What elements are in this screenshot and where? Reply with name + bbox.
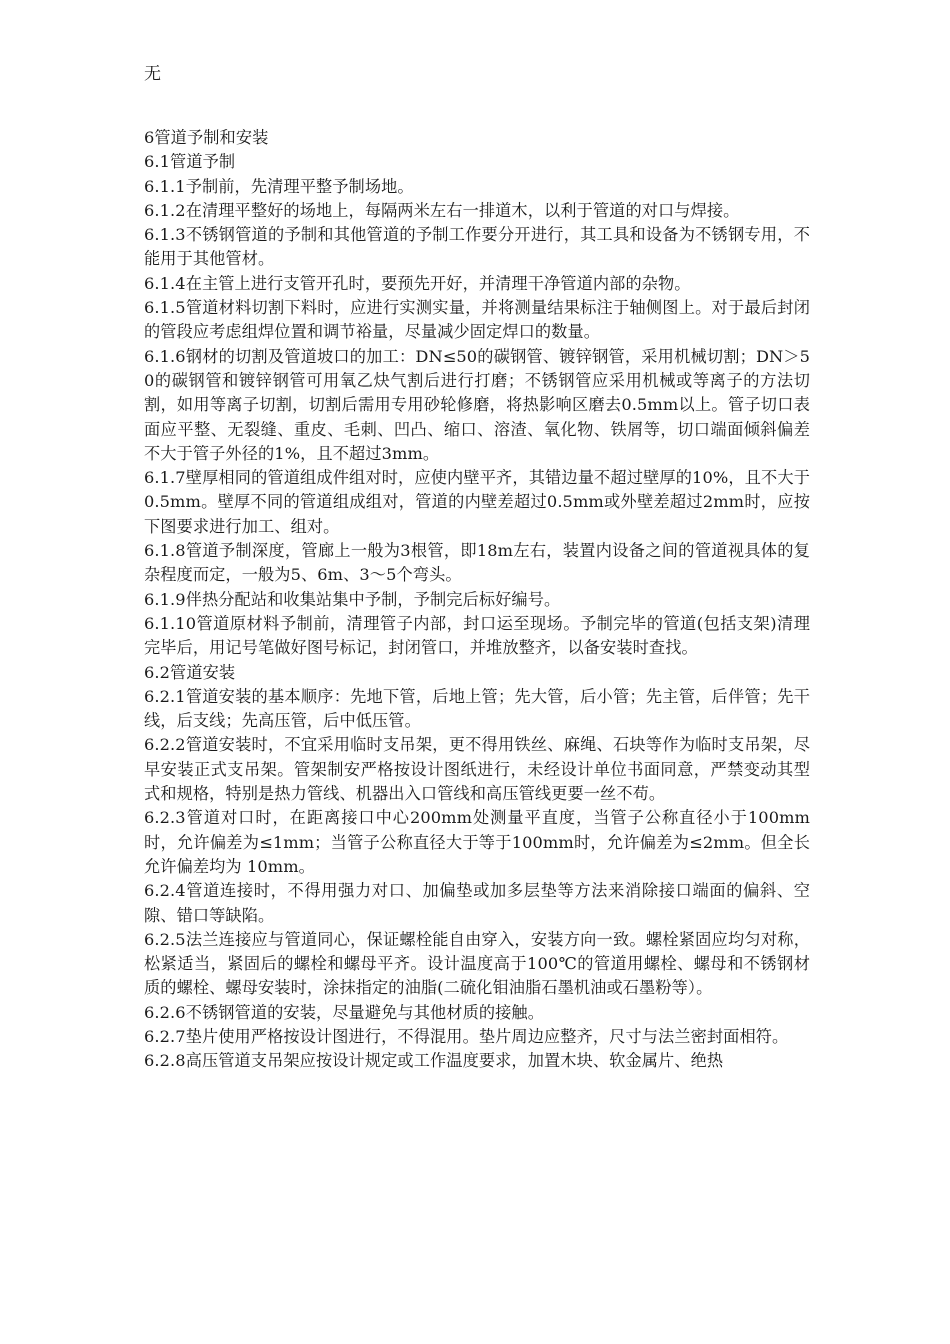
section-heading: 6管道予制和安装 (144, 128, 269, 147)
paragraph: 6.1.1予制前，先清理平整予制场地。 (144, 176, 414, 196)
paragraph: 6.1.7壁厚相同的管道组成件组对时，应使内壁平齐，其错边量不超过壁厚的10%，且不大于0.5mm。壁厚不同的管道组成组对，管道的内壁差超过0.5mm或外壁差超过2mm时，应按下图要求进行加工、组对。 (144, 468, 810, 536)
paragraph: 6.1.3不锈钢管道的予制和其他管道的予制工作要分开进行，其工具和设备为不锈钢专用，不能用于其他管材。 (144, 225, 810, 269)
paragraph: 6.1.9伴热分配站和收集站集中予制，予制完后标好编号。 (144, 589, 561, 609)
paragraph: 6.1.10管道原材料予制前，清理管子内部，封口运至现场。予制完毕的管道(包括支架)清理完毕后，用记号笔做好图号标记，封闭管口，并堆放整齐，以备安装时查找。 (144, 613, 810, 658)
paragraph: 6.2.4管道连接时，不得用强力对口、加偏垫或加多层垫等方法来消除接口端面的偏斜、空隙、错口等缺陷。 (144, 881, 810, 925)
paragraph: 6.1.2在清理平整好的场地上，每隔两米左右一排道木，以利于管道的对口与焊接。 (144, 200, 740, 220)
paragraph: 6.1.5管道材料切割下料时，应进行实测实量，并将测量结果标注于轴侧图上。对于最后封闭的管段应考虑组焊位置和调节裕量，尽量减少固定焊口的数量。 (144, 298, 810, 342)
paragraph: 6.1.8管道予制深度，管廊上一般为3根管，即18m左右，装置内设备之间的管道视具体的复杂程度而定，一般为5、6m、3～5个弯头。 (144, 541, 810, 585)
paragraph: 6.1.6钢材的切割及管道坡口的加工：DN≤50的碳钢管、镀锌钢管，采用机械切割；DN＞50的碳钢管和镀锌钢管可用氧乙炔气割后进行打磨；不锈钢管应采用机械或等离子的方法切割，如用等离子切割，切割后需用专用砂轮修磨，将热影响区磨去0.5mm以上。管子切口表面应平整、无裂缝、重皮、毛刺、凹凸、缩口、溶渣、氧化物、铁屑等，切口端面倾斜偏差不大于管子外径的1%，且不超过3mm。 (144, 346, 810, 463)
document-body (144, 126, 810, 1074)
paragraph: 6.1.4在主管上进行支管开孔时，要预先开好，并清理干净管道内部的杂物。 (144, 273, 691, 293)
subsection-heading: 6.2管道安装 (144, 662, 236, 682)
paragraph: 6.2.7垫片使用严格按设计图进行，不得混用。垫片周边应整齐，尺寸与法兰密封面相符。 (144, 1026, 789, 1046)
paragraph: 6.2.8高压管道支吊架应按设计规定或工作温度要求，加置木块、软金属片、绝热 (144, 1051, 724, 1071)
paragraph: 6.2.6不锈钢管道的安装，尽量避免与其他材质的接触。 (144, 1002, 545, 1022)
paragraph: 6.2.5法兰连接应与管道同心，保证螺栓能自由穿入，安装方向一致。螺栓紧固应均匀对称，松紧适当，紧固后的螺栓和螺母平齐。设计温度高于100℃的管道用螺栓、螺母和不锈钢材质的螺栓、螺母安装时，涂抹指定的油脂(二硫化钼油脂石墨机油或石墨粉等）。 (144, 929, 810, 998)
paragraph: 6.2.3管道对口时，在距离接口中心200mm处测量平直度，当管子公称直径小于100mm时，允许偏差为≤1mm；当管子公称直径大于等于100mm时，允许偏差为≤2mm。但全长允许偏差均为 10mm。 (144, 808, 810, 876)
paragraph: 6.2.2管道安装时，不宜采用临时支吊架，更不得用铁丝、麻绳、石块等作为临时支吊架，尽早安装正式支吊架。管架制安严格按设计图纸进行，未经设计单位书面同意，严禁变动其型式和规格，特别是热力管线、机器出入口管线和高压管线更要一丝不苟。 (144, 735, 810, 804)
subsection-heading: 6.1管道予制 (144, 152, 236, 172)
header-mark: 无 (144, 64, 161, 84)
paragraph: 6.2.1管道安装的基本顺序：先地下管，后地上管；先大管，后小管；先主管，后伴管；先干线，后支线；先高压管，后中低压管。 (144, 686, 810, 731)
